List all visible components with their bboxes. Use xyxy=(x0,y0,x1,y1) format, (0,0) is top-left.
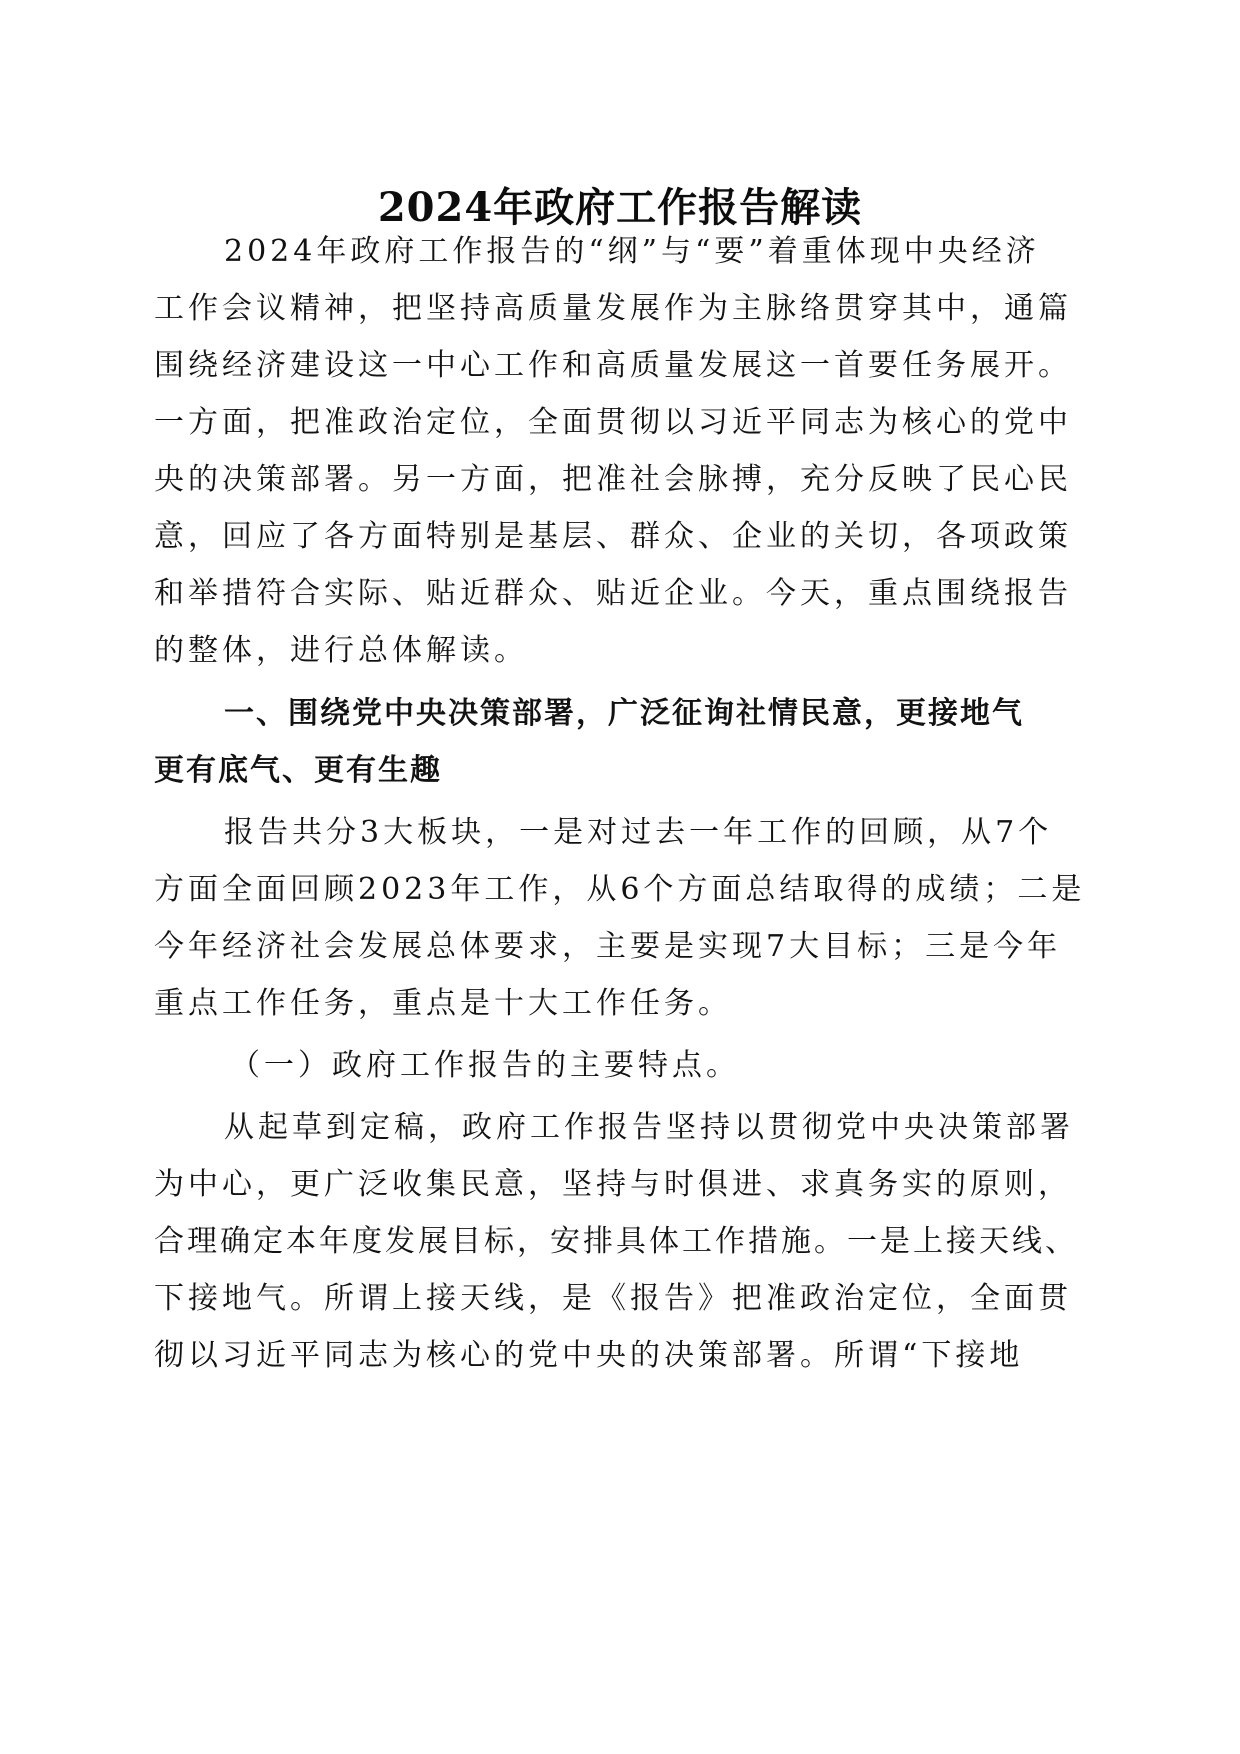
paragraph-line: 从起草到定稿，政府工作报告坚持以贯彻党中央决策部署 xyxy=(224,1110,1074,1145)
paragraph-line: 下接地气。所谓上接天线，是《报告》把准政治定位，全面贯 xyxy=(154,1281,1072,1316)
paragraph-line: 围绕经济建设这一中心工作和高质量发展这一首要任务展开。 xyxy=(154,348,1072,383)
paragraph-line: 今年经济社会发展总体要求，主要是实现7大目标；三是今年 xyxy=(154,929,1062,964)
paragraph-line: 重点工作任务，重点是十大工作任务。 xyxy=(154,986,732,1021)
paragraph-line: 和举措符合实际、贴近群众、贴近企业。今天，重点围绕报告 xyxy=(154,576,1072,611)
document-title: 2024年政府工作报告解读 xyxy=(377,184,863,231)
paragraph-line: 一方面，把准政治定位，全面贯彻以习近平同志为核心的党中 xyxy=(154,405,1072,440)
paragraph-line: 合理确定本年度发展目标，安排具体工作措施。一是上接天线、 xyxy=(154,1224,1078,1259)
paragraph-line: 报告共分3大板块，一是对过去一年工作的回顾，从7个 xyxy=(224,815,1053,850)
paragraph-line: 为中心，更广泛收集民意，坚持与时俱进、求真务实的原则， xyxy=(154,1167,1072,1202)
subsection-heading: （一）政府工作报告的主要特点。 xyxy=(230,1048,740,1083)
paragraph-line: 彻以习近平同志为核心的党中央的决策部署。所谓“下接地 xyxy=(154,1338,1024,1373)
paragraph-line: 意，回应了各方面特别是基层、群众、企业的关切，各项政策 xyxy=(154,519,1072,554)
section-heading-continued: 更有底气、更有生趣 xyxy=(154,753,442,788)
paragraph-line: 2024年政府工作报告的“纲”与“要”着重体现中央经济 xyxy=(224,234,1040,269)
paragraph-line: 工作会议精神，把坚持高质量发展作为主脉络贯穿其中，通篇 xyxy=(154,291,1072,326)
paragraph-line: 央的决策部署。另一方面，把准社会脉搏，充分反映了民心民 xyxy=(154,462,1072,497)
paragraph-line: 方面全面回顾2023年工作，从6个方面总结取得的成绩；二是 xyxy=(154,872,1086,907)
section-heading: 一、围绕党中央决策部署，广泛征询社情民意，更接地气 xyxy=(224,696,1024,731)
paragraph-line: 的整体，进行总体解读。 xyxy=(154,633,528,668)
